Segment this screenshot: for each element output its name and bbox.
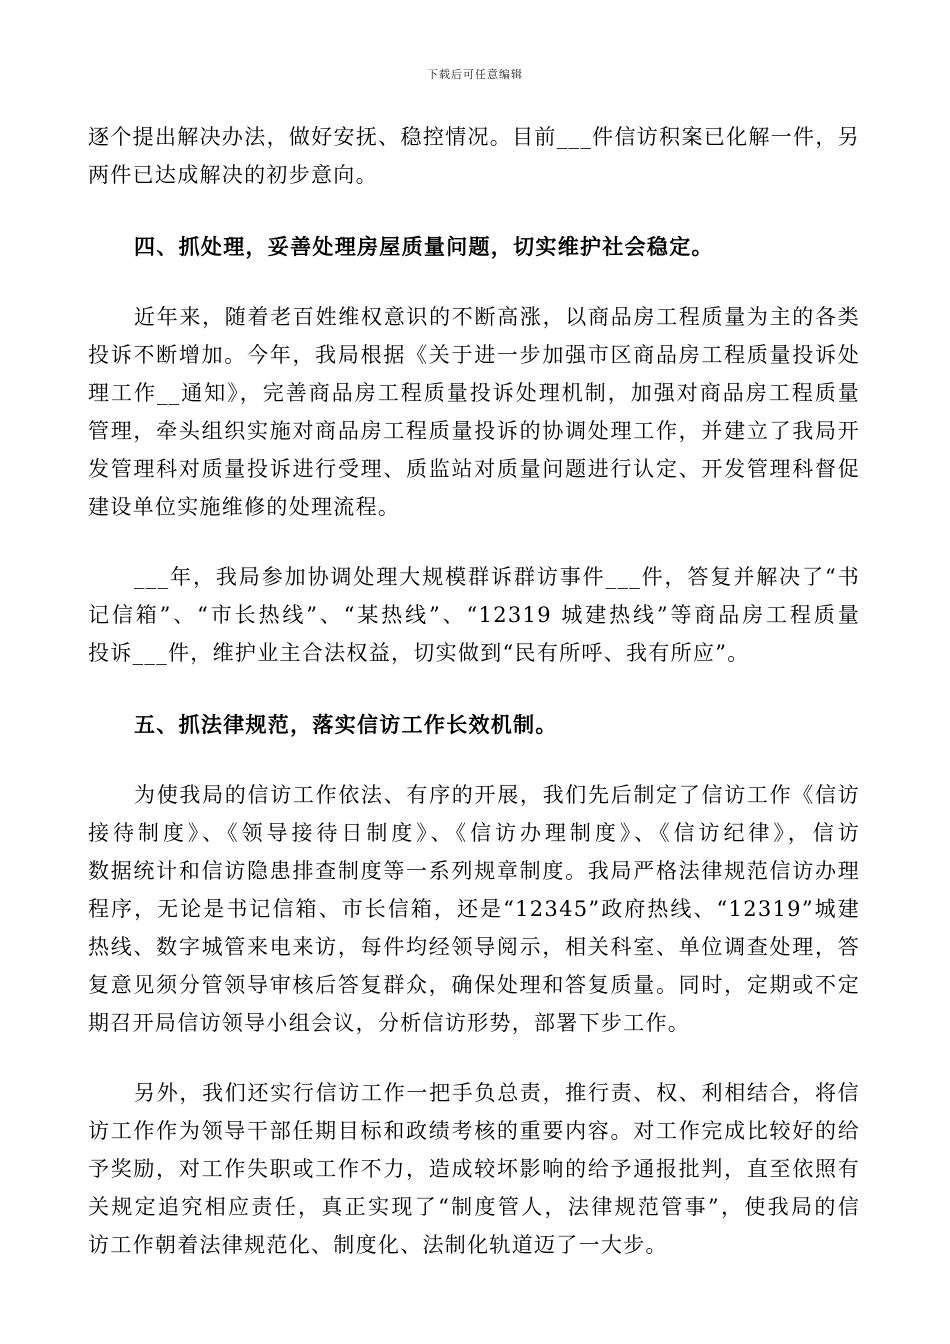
paragraph-line: 为使我局的信访工作依法、有序的开展，我们先后制定了信访工作《信访 (134, 783, 860, 807)
paragraph-line: 热线、数字城管来电来访，每件均经领导阅示，相关科室、单位调查处理，答 (88, 935, 860, 959)
paragraph-regulations (88, 776, 860, 1042)
paragraph-line: 两件已达成解决的初步意向。 (88, 163, 378, 187)
paragraph-line: 期召开局信访领导小组会议，分析信访形势，部署下步工作。 (88, 1011, 691, 1035)
paragraph-line: 发管理科对质量投诉进行受理、质监站对质量问题进行认定、开发管理科督促 (88, 457, 860, 481)
paragraph-line: 近年来，随着老百姓维权意识的不断高涨，以商品房工程质量为主的各类 (134, 305, 860, 329)
paragraph-continued (88, 118, 860, 194)
page-header-note: 下载后可任意编辑 (427, 68, 523, 81)
paragraph-line: 建设单位实施维修的处理流程。 (88, 495, 401, 519)
paragraph-accountability (88, 1074, 860, 1264)
paragraph-line: ___年，我局参加协调处理大规模群诉群访事件___件，答复并解决了“书 (134, 565, 860, 589)
paragraph-line: 访工作朝着法律规范化、制度化、法制化轨道迈了一大步。 (88, 1233, 668, 1257)
paragraph-line: 访工作作为领导干部任期目标和政绩考核的重要内容。对工作完成比较好的给 (88, 1119, 860, 1143)
section-heading-5: 五、抓法律规范，落实信访工作长效机制。 (134, 712, 558, 737)
paragraph-line: 关规定追究相应责任，真正实现了“制度管人，法律规范管事”，使我局的信 (88, 1195, 860, 1219)
document-body (88, 118, 860, 1264)
paragraph-line: 另外，我们还实行信访工作一把手负总责，推行责、权、利相结合，将信 (134, 1081, 860, 1105)
paragraph-annual-results (88, 558, 860, 672)
paragraph-line: 数据统计和信访隐患排查制度等一系列规章制度。我局严格法律规范信访办理 (88, 859, 860, 883)
paragraph-line: 程序，无论是书记信箱、市长信箱，还是“12345”政府热线、“12319”城建 (88, 897, 860, 921)
paragraph-line: 逐个提出解决办法，做好安抚、稳控情况。目前___件信访积案已化解一件，另 (88, 125, 860, 149)
paragraph-line: 记信箱”、“市长热线”、“某热线”、“12319 城建热线”等商品房工程质量 (88, 603, 860, 627)
paragraph-line: 理工作__通知》，完善商品房工程质量投诉处理机制，加强对商品房工程质量 (88, 381, 860, 405)
paragraph-line: 投诉___件，维护业主合法权益，切实做到“民有所呼、我有所应”。 (88, 641, 750, 665)
paragraph-line: 予奖励，对工作失职或工作不力，造成较坏影响的给予通报批判，直至依照有 (88, 1157, 860, 1181)
paragraph-quality-complaints (88, 298, 860, 526)
paragraph-line: 投诉不断增加。今年，我局根据《关于进一步加强市区商品房工程质量投诉处 (88, 343, 860, 367)
paragraph-line: 接待制度》、《领导接待日制度》、《信访办理制度》、《信访纪律》，信访 (88, 821, 860, 845)
paragraph-line: 复意见须分管领导审核后答复群众，确保处理和答复质量。同时，定期或不定 (88, 973, 860, 997)
section-heading-4: 四、抓处理，妥善处理房屋质量问题，切实维护社会稳定。 (134, 234, 714, 259)
paragraph-line: 管理，牵头组织实施对商品房工程质量投诉的协调处理工作，并建立了我局开 (88, 419, 860, 443)
